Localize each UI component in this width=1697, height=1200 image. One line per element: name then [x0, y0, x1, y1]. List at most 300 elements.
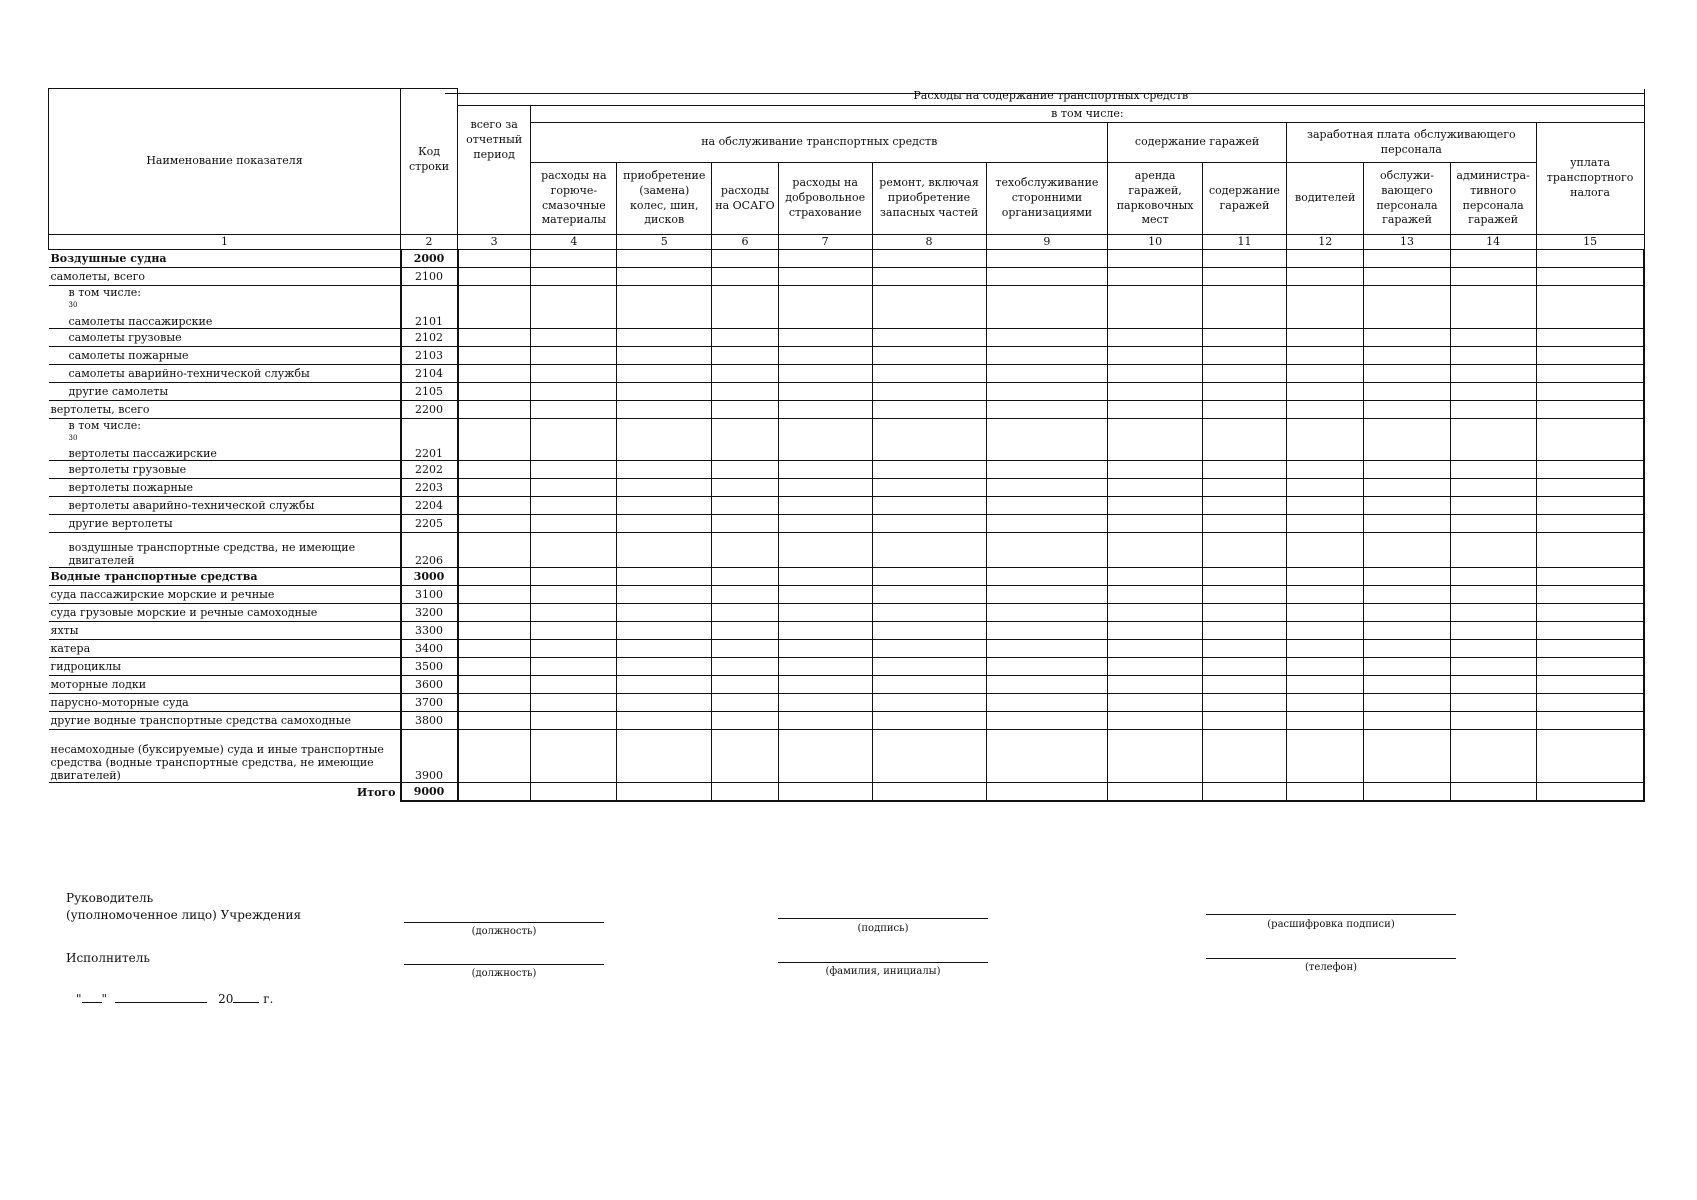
data-cell[interactable]	[1536, 604, 1644, 622]
data-cell[interactable]	[1536, 586, 1644, 604]
data-cell[interactable]	[778, 586, 872, 604]
data-cell[interactable]	[458, 479, 531, 497]
data-cell[interactable]	[1364, 346, 1450, 364]
data-cell[interactable]	[617, 418, 712, 461]
data-cell[interactable]	[531, 268, 617, 286]
data-cell[interactable]	[1536, 400, 1644, 418]
data-cell[interactable]	[531, 286, 617, 329]
year-blank[interactable]	[233, 1002, 259, 1003]
data-cell[interactable]	[1536, 694, 1644, 712]
data-cell[interactable]	[1108, 479, 1203, 497]
data-cell[interactable]	[531, 640, 617, 658]
data-cell[interactable]	[712, 250, 779, 268]
data-cell[interactable]	[1286, 640, 1364, 658]
data-cell[interactable]	[617, 694, 712, 712]
data-cell[interactable]	[1450, 346, 1536, 364]
data-cell[interactable]	[1108, 658, 1203, 676]
data-cell[interactable]	[712, 328, 779, 346]
data-cell[interactable]	[778, 694, 872, 712]
data-cell[interactable]	[1450, 712, 1536, 730]
data-cell[interactable]	[531, 586, 617, 604]
data-cell[interactable]	[1286, 568, 1364, 586]
data-cell[interactable]	[1536, 622, 1644, 640]
data-cell[interactable]	[1108, 286, 1203, 329]
data-cell[interactable]	[1108, 364, 1203, 382]
data-cell[interactable]	[712, 286, 779, 329]
data-cell[interactable]	[986, 640, 1108, 658]
data-cell[interactable]	[712, 712, 779, 730]
data-cell[interactable]	[1108, 346, 1203, 364]
data-cell[interactable]	[1286, 328, 1364, 346]
data-cell[interactable]	[1286, 694, 1364, 712]
data-cell[interactable]	[458, 604, 531, 622]
data-cell[interactable]	[617, 640, 712, 658]
head-decoding-line[interactable]	[1206, 914, 1456, 915]
data-cell[interactable]	[458, 286, 531, 329]
data-cell[interactable]	[1202, 568, 1286, 586]
data-cell[interactable]	[1202, 346, 1286, 364]
data-cell[interactable]	[1202, 622, 1286, 640]
data-cell[interactable]	[1202, 268, 1286, 286]
data-cell[interactable]	[712, 418, 779, 461]
data-cell[interactable]	[458, 461, 531, 479]
data-cell[interactable]	[617, 364, 712, 382]
data-cell[interactable]	[1202, 328, 1286, 346]
data-cell[interactable]	[1364, 497, 1450, 515]
data-cell[interactable]	[1108, 712, 1203, 730]
data-cell[interactable]	[1202, 515, 1286, 533]
data-cell[interactable]	[531, 400, 617, 418]
month-blank[interactable]	[115, 1002, 207, 1003]
data-cell[interactable]	[872, 640, 986, 658]
data-cell[interactable]	[458, 250, 531, 268]
data-cell[interactable]	[778, 250, 872, 268]
data-cell[interactable]	[1364, 694, 1450, 712]
data-cell[interactable]	[458, 328, 531, 346]
data-cell[interactable]	[531, 622, 617, 640]
data-cell[interactable]	[712, 568, 779, 586]
data-cell[interactable]	[458, 568, 531, 586]
data-cell[interactable]	[1108, 730, 1203, 783]
data-cell[interactable]	[986, 694, 1108, 712]
data-cell[interactable]	[872, 604, 986, 622]
data-cell[interactable]	[712, 400, 779, 418]
data-cell[interactable]	[1450, 604, 1536, 622]
data-cell[interactable]	[986, 533, 1108, 568]
data-cell[interactable]	[458, 364, 531, 382]
data-cell[interactable]	[1450, 586, 1536, 604]
data-cell[interactable]	[778, 382, 872, 400]
data-cell[interactable]	[1536, 364, 1644, 382]
data-cell[interactable]	[1364, 479, 1450, 497]
data-cell[interactable]	[986, 250, 1108, 268]
data-cell[interactable]	[1450, 497, 1536, 515]
data-cell[interactable]	[1286, 586, 1364, 604]
data-cell[interactable]	[986, 515, 1108, 533]
data-cell[interactable]	[778, 515, 872, 533]
total-cell[interactable]	[986, 783, 1108, 802]
data-cell[interactable]	[1450, 640, 1536, 658]
data-cell[interactable]	[1450, 658, 1536, 676]
data-cell[interactable]	[1536, 730, 1644, 783]
data-cell[interactable]	[458, 694, 531, 712]
data-cell[interactable]	[458, 622, 531, 640]
data-cell[interactable]	[1536, 712, 1644, 730]
data-cell[interactable]	[1286, 604, 1364, 622]
total-cell[interactable]	[778, 783, 872, 802]
data-cell[interactable]	[872, 568, 986, 586]
data-cell[interactable]	[1202, 694, 1286, 712]
data-cell[interactable]	[1450, 730, 1536, 783]
executor-position-line[interactable]	[404, 964, 604, 965]
data-cell[interactable]	[1536, 568, 1644, 586]
data-cell[interactable]	[458, 676, 531, 694]
data-cell[interactable]	[872, 622, 986, 640]
data-cell[interactable]	[617, 676, 712, 694]
data-cell[interactable]	[617, 730, 712, 783]
data-cell[interactable]	[1286, 400, 1364, 418]
data-cell[interactable]	[617, 515, 712, 533]
data-cell[interactable]	[1364, 268, 1450, 286]
data-cell[interactable]	[778, 676, 872, 694]
data-cell[interactable]	[712, 604, 779, 622]
data-cell[interactable]	[531, 568, 617, 586]
data-cell[interactable]	[778, 497, 872, 515]
data-cell[interactable]	[1202, 533, 1286, 568]
data-cell[interactable]	[1108, 400, 1203, 418]
data-cell[interactable]	[1286, 622, 1364, 640]
data-cell[interactable]	[778, 658, 872, 676]
data-cell[interactable]	[872, 346, 986, 364]
data-cell[interactable]	[712, 346, 779, 364]
data-cell[interactable]	[1202, 364, 1286, 382]
data-cell[interactable]	[986, 268, 1108, 286]
data-cell[interactable]	[531, 515, 617, 533]
data-cell[interactable]	[986, 658, 1108, 676]
data-cell[interactable]	[1450, 382, 1536, 400]
data-cell[interactable]	[617, 328, 712, 346]
total-cell[interactable]	[458, 783, 531, 802]
data-cell[interactable]	[778, 461, 872, 479]
day-blank[interactable]	[82, 1002, 102, 1003]
data-cell[interactable]	[1108, 622, 1203, 640]
data-cell[interactable]	[986, 461, 1108, 479]
data-cell[interactable]	[531, 382, 617, 400]
data-cell[interactable]	[778, 622, 872, 640]
data-cell[interactable]	[986, 382, 1108, 400]
data-cell[interactable]	[617, 497, 712, 515]
total-cell[interactable]	[1450, 783, 1536, 802]
data-cell[interactable]	[1286, 730, 1364, 783]
data-cell[interactable]	[617, 568, 712, 586]
data-cell[interactable]	[458, 533, 531, 568]
data-cell[interactable]	[1286, 658, 1364, 676]
data-cell[interactable]	[531, 346, 617, 364]
data-cell[interactable]	[1536, 461, 1644, 479]
data-cell[interactable]	[1536, 658, 1644, 676]
data-cell[interactable]	[1536, 328, 1644, 346]
total-cell[interactable]	[872, 783, 986, 802]
head-signature-line[interactable]	[778, 918, 988, 919]
data-cell[interactable]	[778, 730, 872, 783]
data-cell[interactable]	[712, 515, 779, 533]
executor-phone-line[interactable]	[1206, 958, 1456, 959]
data-cell[interactable]	[1364, 418, 1450, 461]
data-cell[interactable]	[531, 712, 617, 730]
data-cell[interactable]	[1108, 568, 1203, 586]
data-cell[interactable]	[1108, 418, 1203, 461]
data-cell[interactable]	[531, 604, 617, 622]
data-cell[interactable]	[458, 712, 531, 730]
data-cell[interactable]	[986, 586, 1108, 604]
data-cell[interactable]	[778, 640, 872, 658]
data-cell[interactable]	[458, 658, 531, 676]
total-cell[interactable]	[1536, 783, 1644, 802]
data-cell[interactable]	[872, 712, 986, 730]
data-cell[interactable]	[1536, 286, 1644, 329]
data-cell[interactable]	[1536, 346, 1644, 364]
data-cell[interactable]	[1202, 658, 1286, 676]
data-cell[interactable]	[986, 712, 1108, 730]
data-cell[interactable]	[1364, 712, 1450, 730]
data-cell[interactable]	[778, 346, 872, 364]
data-cell[interactable]	[1364, 604, 1450, 622]
data-cell[interactable]	[986, 730, 1108, 783]
data-cell[interactable]	[531, 364, 617, 382]
data-cell[interactable]	[458, 497, 531, 515]
data-cell[interactable]	[1108, 533, 1203, 568]
data-cell[interactable]	[617, 268, 712, 286]
data-cell[interactable]	[1202, 676, 1286, 694]
data-cell[interactable]	[1286, 497, 1364, 515]
data-cell[interactable]	[1536, 497, 1644, 515]
data-cell[interactable]	[872, 730, 986, 783]
data-cell[interactable]	[531, 533, 617, 568]
data-cell[interactable]	[617, 533, 712, 568]
data-cell[interactable]	[986, 604, 1108, 622]
data-cell[interactable]	[986, 497, 1108, 515]
data-cell[interactable]	[1286, 250, 1364, 268]
data-cell[interactable]	[531, 418, 617, 461]
data-cell[interactable]	[778, 268, 872, 286]
data-cell[interactable]	[872, 497, 986, 515]
total-cell[interactable]	[1108, 783, 1203, 802]
data-cell[interactable]	[617, 400, 712, 418]
data-cell[interactable]	[1202, 712, 1286, 730]
data-cell[interactable]	[1202, 250, 1286, 268]
data-cell[interactable]	[458, 268, 531, 286]
data-cell[interactable]	[1450, 418, 1536, 461]
data-cell[interactable]	[531, 250, 617, 268]
data-cell[interactable]	[872, 328, 986, 346]
data-cell[interactable]	[531, 497, 617, 515]
data-cell[interactable]	[1450, 400, 1536, 418]
data-cell[interactable]	[872, 382, 986, 400]
data-cell[interactable]	[986, 286, 1108, 329]
data-cell[interactable]	[1364, 640, 1450, 658]
data-cell[interactable]	[872, 364, 986, 382]
executor-name-line[interactable]	[778, 962, 988, 963]
data-cell[interactable]	[712, 586, 779, 604]
total-cell[interactable]	[1202, 783, 1286, 802]
total-cell[interactable]	[1286, 783, 1364, 802]
data-cell[interactable]	[1364, 658, 1450, 676]
data-cell[interactable]	[1364, 568, 1450, 586]
data-cell[interactable]	[872, 400, 986, 418]
data-cell[interactable]	[1450, 268, 1536, 286]
data-cell[interactable]	[872, 658, 986, 676]
data-cell[interactable]	[872, 515, 986, 533]
data-cell[interactable]	[778, 479, 872, 497]
data-cell[interactable]	[1286, 461, 1364, 479]
data-cell[interactable]	[1108, 268, 1203, 286]
data-cell[interactable]	[778, 364, 872, 382]
data-cell[interactable]	[1202, 497, 1286, 515]
data-cell[interactable]	[986, 568, 1108, 586]
data-cell[interactable]	[872, 418, 986, 461]
data-cell[interactable]	[458, 586, 531, 604]
data-cell[interactable]	[1364, 586, 1450, 604]
data-cell[interactable]	[986, 418, 1108, 461]
data-cell[interactable]	[531, 658, 617, 676]
data-cell[interactable]	[1202, 730, 1286, 783]
data-cell[interactable]	[458, 400, 531, 418]
data-cell[interactable]	[458, 640, 531, 658]
data-cell[interactable]	[1450, 568, 1536, 586]
data-cell[interactable]	[1364, 676, 1450, 694]
data-cell[interactable]	[986, 676, 1108, 694]
data-cell[interactable]	[986, 364, 1108, 382]
data-cell[interactable]	[1364, 328, 1450, 346]
data-cell[interactable]	[1108, 676, 1203, 694]
data-cell[interactable]	[778, 712, 872, 730]
data-cell[interactable]	[872, 533, 986, 568]
data-cell[interactable]	[712, 461, 779, 479]
data-cell[interactable]	[1108, 586, 1203, 604]
data-cell[interactable]	[531, 461, 617, 479]
data-cell[interactable]	[1202, 286, 1286, 329]
total-cell[interactable]	[712, 783, 779, 802]
data-cell[interactable]	[531, 730, 617, 783]
data-cell[interactable]	[1450, 533, 1536, 568]
data-cell[interactable]	[617, 622, 712, 640]
data-cell[interactable]	[712, 364, 779, 382]
data-cell[interactable]	[1450, 364, 1536, 382]
data-cell[interactable]	[1286, 286, 1364, 329]
data-cell[interactable]	[617, 604, 712, 622]
data-cell[interactable]	[1536, 479, 1644, 497]
data-cell[interactable]	[1450, 286, 1536, 329]
data-cell[interactable]	[1286, 382, 1364, 400]
data-cell[interactable]	[1364, 400, 1450, 418]
data-cell[interactable]	[617, 286, 712, 329]
data-cell[interactable]	[712, 658, 779, 676]
data-cell[interactable]	[1202, 604, 1286, 622]
data-cell[interactable]	[986, 622, 1108, 640]
data-cell[interactable]	[1108, 328, 1203, 346]
data-cell[interactable]	[1286, 418, 1364, 461]
data-cell[interactable]	[1202, 418, 1286, 461]
data-cell[interactable]	[986, 400, 1108, 418]
data-cell[interactable]	[617, 461, 712, 479]
data-cell[interactable]	[1286, 712, 1364, 730]
data-cell[interactable]	[1536, 533, 1644, 568]
data-cell[interactable]	[531, 328, 617, 346]
data-cell[interactable]	[1108, 694, 1203, 712]
data-cell[interactable]	[1364, 730, 1450, 783]
data-cell[interactable]	[986, 479, 1108, 497]
data-cell[interactable]	[778, 328, 872, 346]
data-cell[interactable]	[1202, 382, 1286, 400]
data-cell[interactable]	[778, 400, 872, 418]
data-cell[interactable]	[712, 676, 779, 694]
data-cell[interactable]	[1108, 640, 1203, 658]
data-cell[interactable]	[986, 328, 1108, 346]
data-cell[interactable]	[1286, 479, 1364, 497]
data-cell[interactable]	[617, 346, 712, 364]
data-cell[interactable]	[712, 268, 779, 286]
data-cell[interactable]	[458, 418, 531, 461]
data-cell[interactable]	[1364, 533, 1450, 568]
data-cell[interactable]	[1108, 250, 1203, 268]
data-cell[interactable]	[1202, 586, 1286, 604]
data-cell[interactable]	[1450, 461, 1536, 479]
data-cell[interactable]	[872, 694, 986, 712]
data-cell[interactable]	[1364, 382, 1450, 400]
data-cell[interactable]	[778, 286, 872, 329]
data-cell[interactable]	[1286, 364, 1364, 382]
data-cell[interactable]	[617, 250, 712, 268]
data-cell[interactable]	[1108, 461, 1203, 479]
data-cell[interactable]	[1364, 515, 1450, 533]
data-cell[interactable]	[1450, 328, 1536, 346]
data-cell[interactable]	[872, 268, 986, 286]
data-cell[interactable]	[531, 479, 617, 497]
data-cell[interactable]	[617, 586, 712, 604]
data-cell[interactable]	[712, 694, 779, 712]
data-cell[interactable]	[617, 479, 712, 497]
data-cell[interactable]	[1536, 640, 1644, 658]
data-cell[interactable]	[1364, 250, 1450, 268]
data-cell[interactable]	[1450, 622, 1536, 640]
data-cell[interactable]	[458, 515, 531, 533]
total-cell[interactable]	[617, 783, 712, 802]
data-cell[interactable]	[712, 622, 779, 640]
data-cell[interactable]	[1364, 364, 1450, 382]
data-cell[interactable]	[1202, 479, 1286, 497]
data-cell[interactable]	[1450, 250, 1536, 268]
data-cell[interactable]	[872, 286, 986, 329]
data-cell[interactable]	[1536, 382, 1644, 400]
data-cell[interactable]	[1108, 382, 1203, 400]
data-cell[interactable]	[872, 250, 986, 268]
data-cell[interactable]	[712, 640, 779, 658]
data-cell[interactable]	[1536, 515, 1644, 533]
data-cell[interactable]	[617, 658, 712, 676]
data-cell[interactable]	[778, 533, 872, 568]
data-cell[interactable]	[778, 568, 872, 586]
data-cell[interactable]	[458, 382, 531, 400]
total-cell[interactable]	[1364, 783, 1450, 802]
data-cell[interactable]	[458, 730, 531, 783]
data-cell[interactable]	[1450, 694, 1536, 712]
data-cell[interactable]	[1450, 479, 1536, 497]
data-cell[interactable]	[1286, 676, 1364, 694]
data-cell[interactable]	[712, 730, 779, 783]
head-position-line[interactable]	[404, 922, 604, 923]
data-cell[interactable]	[712, 382, 779, 400]
data-cell[interactable]	[712, 479, 779, 497]
